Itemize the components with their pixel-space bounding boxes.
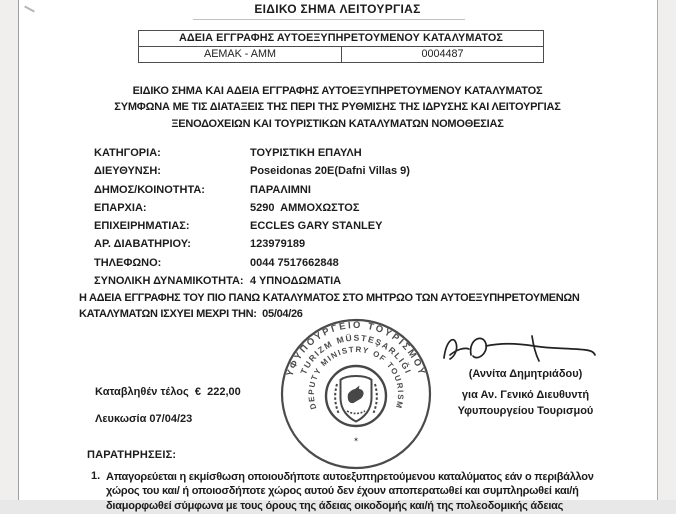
license-table bbox=[138, 30, 544, 63]
validity-line: Η ΑΔΕΙΑ ΕΓΓΡΑΦΗΣ ΤΟΥ ΠΙΟ ΠΑΝΩ ΚΑΤΑΛΥΜΑΤΟΣ ΣΤΟ ΜΗΤΡΩΟ ΤΩΝ ΑΥΤΟΕΞΥΠΗΡΕΤΟΥΜΕΝΩΝ bbox=[79, 292, 580, 304]
license-table-header: ΑΔΕΙΑ ΕΓΓΡΑΦΗΣ ΑΥΤΟΕΞΥΠΗΡΕΤΟΥΜΕΝΟΥ ΚΑΤΑΛΥΜΑΤΟΣ bbox=[139, 31, 543, 47]
field-value: 123979189 bbox=[250, 238, 306, 251]
intro-line: ΞΕΝΟΔΟΧΕΙΩΝ ΚΑΙ ΤΟΥΡΙΣΤΙΚΩΝ ΚΑΤΑΛΥΜΑΤΩΝ ΝΟΜΟΘΕΣΙΑΣ bbox=[171, 117, 504, 130]
field-row-category bbox=[94, 147, 410, 165]
stamp-turkish-ring-text: TURIZM MÜSTEŞARLIĞI bbox=[298, 332, 414, 376]
field-label: ΤΗΛΕΦΩΝΟ: bbox=[94, 256, 162, 269]
field-label: ΔΙΕΥΘΥΝΣΗ: bbox=[94, 165, 161, 178]
intro-line: ΣΥΜΦΩΝΑ ΜΕ ΤΙΣ ΔΙΑΤΑΞΕΙΣ ΤΗΣ ΠΕΡΙ ΤΗΣ ΡΥΘΜΙΣΗΣ ΤΗΣ ΙΔΡΥΣΗΣ ΚΑΙ ΛΕΙΤΟΥΡΓΙΑΣ bbox=[114, 101, 561, 114]
license-table-row bbox=[139, 47, 543, 62]
field-value: ECCLES GARY STANLEY bbox=[250, 220, 383, 232]
intro-paragraph bbox=[20, 83, 655, 132]
field-row-municipality bbox=[94, 184, 410, 202]
field-label: ΑΡ. ΔΙΑΒΑΤΗΡΙΟΥ: bbox=[94, 238, 191, 251]
field-label: ΚΑΤΗΓΟΡΙΑ: bbox=[94, 147, 161, 159]
field-value: 5290 ΑΜΜΟΧΩΣΤΟΣ bbox=[250, 201, 360, 214]
cyprus-coat-of-arms bbox=[326, 366, 386, 426]
fee-paid-text: Καταβληθέν τέλος € 222,00 bbox=[95, 386, 241, 398]
handwritten-signature bbox=[436, 330, 606, 372]
remark-item-number: 1. bbox=[91, 470, 101, 482]
field-value: Poseidonas 20E(Dafni Villas 9) bbox=[250, 165, 410, 178]
signatory-title-line: για Αν. Γενικό Διευθυντή bbox=[461, 389, 590, 401]
field-list bbox=[94, 147, 410, 293]
remark-item-text bbox=[106, 470, 626, 514]
field-value: 4 ΥΠΝΟΔΩΜΑΤΙΑ bbox=[250, 274, 342, 287]
field-label: ΔΗΜΟΣ/ΚΟΙΝΟΤΗΤΑ: bbox=[94, 183, 205, 196]
license-code-cell: ΑΕΜΑΚ - ΑΜΜ bbox=[139, 47, 342, 62]
field-row-district bbox=[94, 202, 410, 220]
field-value: ΠΑΡΑΛΙΜΝΙ bbox=[250, 183, 311, 196]
official-stamp-icon bbox=[278, 316, 434, 472]
field-label: ΣΥΝΟΛΙΚΗ ΔΥΝΑΜΙΚΟΤΗΤΑ: bbox=[94, 274, 244, 287]
stamp-greek-ring-text: ΥΦΥΠΟΥΡΓΕΙΟ ΤΟΥΡΙΣΜΟΥ bbox=[284, 319, 428, 378]
field-label: ΕΠΙΧΕΙΡΗΜΑΤΙΑΣ: bbox=[94, 220, 190, 232]
place-date-text: Λευκωσία 07/04/23 bbox=[95, 413, 193, 425]
signatory-title-line: Υφυπουργείου Τουρισμού bbox=[457, 405, 594, 417]
remark-line: χώρος του και/ ή οποιοσδήποτε χώρος αυτού δεν έχουν αποπερατωθεί και συμπληρωθεί και/ή bbox=[106, 485, 579, 498]
field-label: ΕΠΑΡΧΙΑ: bbox=[94, 201, 147, 214]
field-row-passport-number bbox=[94, 238, 410, 256]
remark-line: Απαγορεύεται η εκμίσθωση οποιουδήποτε αυτοεξυπηρετούμενου καταλύματος εάν ο περιβάλλον bbox=[106, 470, 594, 483]
field-row-address bbox=[94, 165, 410, 183]
page-title: ΕΙΔΙΚΟ ΣΗΜΑ ΛΕΙΤΟΥΡΓΙΑΣ bbox=[254, 2, 421, 16]
stamp-star-separator: ✶ bbox=[353, 437, 359, 444]
signatory-title bbox=[433, 387, 618, 419]
field-row-entrepreneur bbox=[94, 220, 410, 238]
field-row-telephone bbox=[94, 257, 410, 275]
scan-margin-left bbox=[0, 0, 19, 500]
scan-margin-right bbox=[657, 0, 676, 500]
stamp-english-ring-text: DEPUTY MINISTRY OF TOURISM bbox=[306, 344, 406, 411]
license-number-cell: 0004487 bbox=[421, 48, 464, 60]
signatory-name: (Αννίτα Δημητριάδου) bbox=[468, 368, 583, 380]
validity-line: ΚΑΤΑΛΥΜΑΤΩΝ ΙΣΧΥΕΙ ΜΕΧΡΙ ΤΗΝ: 05/04/26 bbox=[79, 307, 303, 320]
field-value: ΤΟΥΡΙΣΤΙΚΗ ΕΠΑΥΛΗ bbox=[250, 147, 362, 159]
remark-line-clipped: διαμορφωθεί σύμφωνα με τους όρους της άδειας οικοδομής και/ή της πολεοδομικής άδειας bbox=[106, 500, 564, 513]
title-underline bbox=[193, 19, 465, 20]
field-value: 0044 7517662848 bbox=[250, 256, 339, 269]
remarks-heading: ΠΑΡΑΤΗΡΗΣΕΙΣ: bbox=[87, 449, 177, 461]
intro-line: ΕΙΔΙΚΟ ΣΗΜΑ ΚΑΙ ΑΔΕΙΑ ΕΓΓΡΑΦΗΣ ΑΥΤΟΕΞΥΠΗΡΕΤΟΥΜΕΝΟΥ ΚΑΤΑΛΥΜΑΤΟΣ bbox=[132, 85, 543, 97]
